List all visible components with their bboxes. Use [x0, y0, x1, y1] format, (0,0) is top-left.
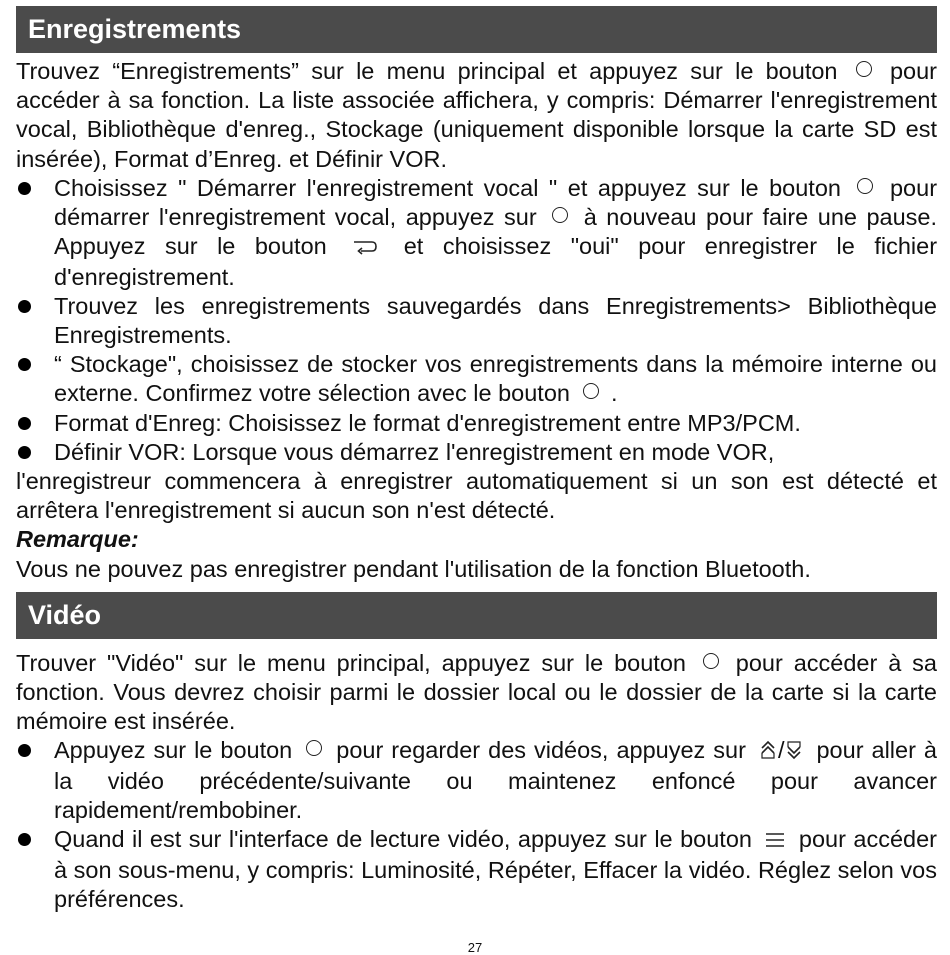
intro-text-a: Trouver "Vidéo" sur le menu principal, appuyez sur le bouton [16, 649, 686, 676]
intro-text-b: pour accéder à sa fonction. Vous devrez choisir parmi le dossier local ou le dossier de la carte si la carte mémoire est insérée. [16, 649, 938, 735]
circle-button-icon [703, 653, 719, 669]
return-arrow-icon [352, 233, 378, 262]
section-header-video: Vidéo [16, 592, 937, 639]
page-number: 27 [467, 940, 483, 955]
list-item [16, 736, 937, 825]
bullet-text: l'enregistreur commencera à enregistrer automatiquement si un son est détecté et arrêtera l'enregistrement si aucun son n'est détecté. [16, 468, 937, 524]
circle-button-icon [552, 207, 568, 223]
intro-text-b: pour accéder à sa fonction. La liste associée affichera, y compris: Démarrer l'enregistrement vocal, Bibliothèque d'enreg., Stockage (uniquement disponible lorsque la carte SD est insérée), Format d’Enreg. et Définir VOR. [16, 58, 938, 172]
bullet-text: Quand il est sur l'interface de lecture vidéo, appuyez sur le bouton [54, 826, 752, 853]
bullet-text: Trouvez les enregistrements sauvegardés dans Enregistrements> Bibliothèque Enregistrements. [54, 292, 937, 349]
list-item [16, 174, 937, 292]
bullet-text: “ Stockage", choisissez de stocker vos enregistrements dans la mémoire interne ou externe. Confirmez votre sélection avec le bouton [54, 351, 937, 407]
list-item [16, 292, 937, 350]
list-item [16, 409, 937, 438]
intro-text-a: Trouvez “Enregistrements” sur le menu principal et appuyez sur le bouton [16, 58, 838, 84]
double-chevron-down-icon [786, 738, 802, 767]
bullet-text: pour accéder à son sous-menu, y compris: Luminosité, Répéter, Effacer la vidéo. Réglez selon vos préférences. [54, 826, 938, 912]
double-chevron-up-icon [760, 738, 776, 767]
list-item [16, 438, 937, 526]
bullet-text: pour regarder des vidéos, appuyez sur [336, 737, 746, 764]
list-item [16, 350, 937, 408]
remark-text: Vous ne pouvez pas enregistrer pendant l'utilisation de la fonction Bluetooth. [16, 555, 811, 582]
remark-label: Remarque: [16, 526, 139, 553]
bullet-text: Définir VOR: Lorsque vous démarrez l'enregistrement en mode VOR, [54, 438, 775, 465]
section-header-enregistrements: Enregistrements [16, 6, 937, 53]
bullet-text: Format d'Enreg: Choisissez le format d'enregistrement entre MP3/PCM. [54, 409, 801, 436]
bullet-text: pour aller à la vidéo précédente/suivante ou maintenez enfoncé pour avancer rapidement/rembobiner. [54, 737, 937, 824]
manual-page [16, 6, 937, 914]
menu-lines-icon [765, 826, 785, 855]
list-item [16, 825, 937, 914]
bullet-text: Choisissez " Démarrer l'enregistrement vocal " et appuyez sur le bouton [54, 174, 841, 201]
bullet-text: . [611, 380, 618, 407]
bullet-text: Appuyez sur le bouton [54, 737, 293, 764]
video-intro [16, 649, 937, 737]
circle-button-icon [306, 740, 322, 756]
separator: / [777, 737, 785, 764]
circle-button-icon [857, 178, 873, 194]
circle-button-icon [856, 61, 872, 77]
bullet-text: pour démarrer l'enregistrement vocal, appuyez sur [54, 174, 938, 231]
bullet-text: et choisissez "oui" pour enregistrer le fichier d'enregistrement. [54, 233, 938, 290]
circle-button-icon [583, 383, 599, 399]
enregistrements-intro [16, 57, 937, 174]
bullet-text: à nouveau pour faire une pause. Appuyez sur le bouton [54, 204, 938, 260]
